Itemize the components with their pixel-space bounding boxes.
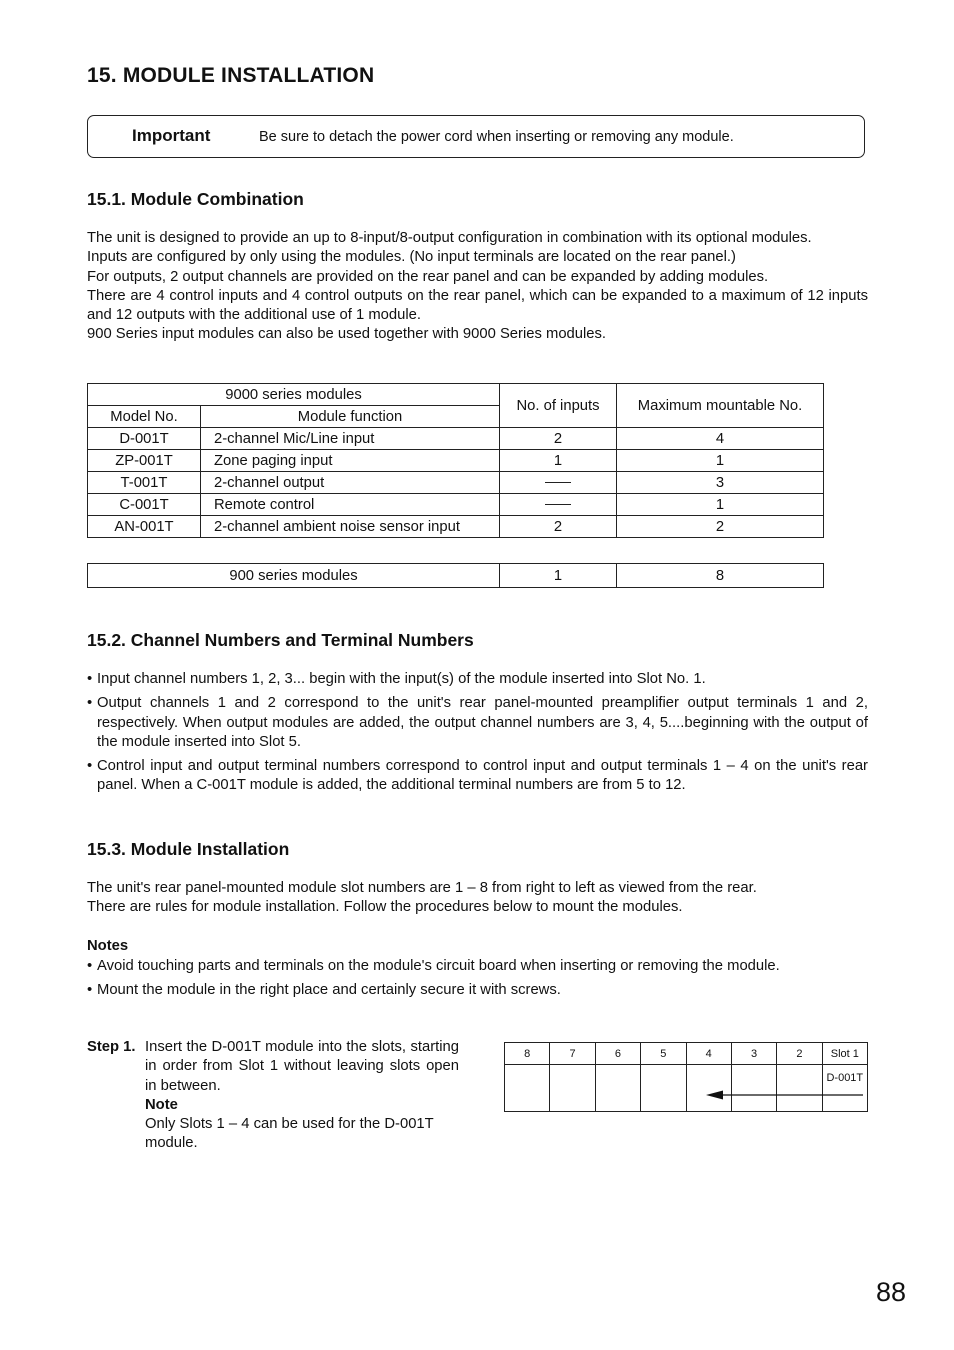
table-group-header: 9000 series modules xyxy=(88,384,500,406)
table-header-max: Maximum mountable No. xyxy=(617,384,824,428)
slot-number: 7 xyxy=(550,1043,595,1065)
step-note-text: Only Slots 1 – 4 can be used for the D-001T module. xyxy=(145,1116,434,1152)
cell-model: AN-001T xyxy=(88,516,201,538)
cell-series-label: 900 series modules xyxy=(88,564,500,588)
slot-number: 3 xyxy=(731,1043,776,1065)
page-number: 88 xyxy=(876,1277,907,1307)
list-item-text: Output channels 1 and 2 correspond to the unit's rear panel-mounted preamplifier output terminals 1 and 2, respectively. When output modules are added, the output channel numbers are 3, 4, 5....beginning with the output of the module inserted into Slot 5. xyxy=(97,695,868,750)
notes-list xyxy=(87,957,868,1006)
list-item-text: Avoid touching parts and terminals on the module's circuit board when inserting or removing the module. xyxy=(97,958,780,974)
step-body xyxy=(145,1038,459,1154)
table-header-inputs: No. of inputs xyxy=(500,384,617,428)
cell-function: 2-channel output xyxy=(201,472,500,494)
module-installation-text xyxy=(87,879,868,918)
table-row xyxy=(88,428,824,450)
cell-model: ZP-001T xyxy=(88,450,201,472)
table-row xyxy=(88,472,824,494)
paragraph: The unit's rear panel-mounted module slot numbers are 1 – 8 from right to left as viewed from the rear. xyxy=(87,880,757,896)
module-combination-text xyxy=(87,229,868,345)
cell-inputs: 1 xyxy=(500,450,617,472)
section-heading-channel-numbers: 15.2. Channel Numbers and Terminal Numbers xyxy=(87,630,474,650)
list-item: • Output channels 1 and 2 correspond to the unit's rear panel-mounted preamplifier output terminals 1 and 2, respectively. When output modules are added, the output channel numbers are 3, 4, 5....beginning with the output of the module inserted into Slot 5. xyxy=(87,695,868,750)
page-title: 15. MODULE INSTALLATION xyxy=(87,64,375,87)
dash-mark xyxy=(545,504,571,505)
cell-model: C-001T xyxy=(88,494,201,516)
paragraph: The unit is designed to provide an up to 8-input/8-output configuration in combination with its optional modules. xyxy=(87,230,812,246)
table-row xyxy=(88,516,824,538)
paragraph: 900 Series input modules can also be used together with 9000 Series modules. xyxy=(87,326,607,343)
insertion-arrow-icon xyxy=(504,1042,868,1114)
important-label: Important xyxy=(132,126,211,145)
slot-number: 2 xyxy=(777,1043,822,1065)
list-item: • Input channel numbers 1, 2, 3... begin with the input(s) of the module inserted into Slot No. 1. xyxy=(87,671,706,687)
cell-max: 3 xyxy=(617,472,824,494)
list-item: • Mount the module in the right place and certainly secure it with screws. xyxy=(87,982,561,999)
important-notice xyxy=(87,115,865,158)
list-item-text: Mount the module in the right place and certainly secure it with screws. xyxy=(97,982,561,999)
slot-number: Slot 1 xyxy=(822,1043,867,1065)
section-heading-module-installation: 15.3. Module Installation xyxy=(87,839,290,859)
cell-inputs-none xyxy=(500,472,617,494)
channel-numbers-list xyxy=(87,670,868,801)
cell-inputs: 1 xyxy=(500,564,617,588)
step-note-title: Note xyxy=(145,1096,178,1113)
step-label: Step 1. xyxy=(87,1039,136,1055)
table-row xyxy=(88,450,824,472)
cell-max: 1 xyxy=(617,450,824,472)
list-item-text: Control input and output terminal numbers correspond to control input and output terminals 1 – 4 on the unit's rear panel. When a C-001T module is added, the additional terminal numbers are from 5 to 12. xyxy=(97,758,868,794)
table-header-model: Model No. xyxy=(88,406,201,428)
slot-number: 4 xyxy=(686,1043,731,1065)
list-item: • Control input and output terminal numbers correspond to control input and output terminals 1 – 4 on the unit's rear panel. When a C-001T module is added, the additional terminal numbers are from 5 to 12. xyxy=(87,758,868,794)
list-item-text: Input channel numbers 1, 2, 3... begin with the input(s) of the module inserted into Slot No. 1. xyxy=(97,671,706,687)
important-text: Be sure to detach the power cord when inserting or removing any module. xyxy=(259,129,734,145)
cell-function: 2-channel ambient noise sensor input xyxy=(201,516,500,538)
notes-title: Notes xyxy=(87,938,129,954)
slot1-module-label: D-001T xyxy=(826,1072,864,1084)
cell-function: 2-channel Mic/Line input xyxy=(201,428,500,450)
cell-max: 1 xyxy=(617,494,824,516)
cell-max: 2 xyxy=(617,516,824,538)
slot-number: 5 xyxy=(641,1043,686,1065)
cell-inputs: 2 xyxy=(500,516,617,538)
step-text: Insert the D-001T module into the slots, starting in order from Slot 1 without leaving slots open in between. xyxy=(145,1039,459,1094)
cell-max: 4 xyxy=(617,428,824,450)
paragraph: For outputs, 2 output channels are provided on the rear panel and can be expanded by adding modules. xyxy=(87,268,769,285)
paragraph: There are 4 control inputs and 4 control outputs on the rear panel, which can be expanded to a maximum of 12 inputs and 12 outputs with the additional use of 1 module. xyxy=(87,287,868,324)
dash-mark xyxy=(545,482,571,483)
cell-inputs-none xyxy=(500,494,617,516)
slot-number: 8 xyxy=(505,1043,550,1065)
list-item: • Avoid touching parts and terminals on the module's circuit board when inserting or removing the module. xyxy=(87,958,780,974)
slot-number: 6 xyxy=(595,1043,640,1065)
slot-diagram xyxy=(504,1042,868,1114)
cell-function: Remote control xyxy=(201,494,500,516)
paragraph: Inputs are configured by only using the modules. (No input terminals are located on the rear panel.) xyxy=(87,249,736,266)
cell-function: Zone paging input xyxy=(201,450,500,472)
series-900-table xyxy=(87,563,824,588)
cell-inputs: 2 xyxy=(500,428,617,450)
table-header-function: Module function xyxy=(201,406,500,428)
cell-max: 8 xyxy=(617,564,824,588)
paragraph: There are rules for module installation. Follow the procedures below to mount the modules. xyxy=(87,899,683,916)
cell-model: D-001T xyxy=(88,428,201,450)
section-heading-module-combination: 15.1. Module Combination xyxy=(87,189,304,209)
table-row xyxy=(88,494,824,516)
cell-model: T-001T xyxy=(88,472,201,494)
table-row xyxy=(88,564,824,588)
module-table xyxy=(87,383,824,538)
